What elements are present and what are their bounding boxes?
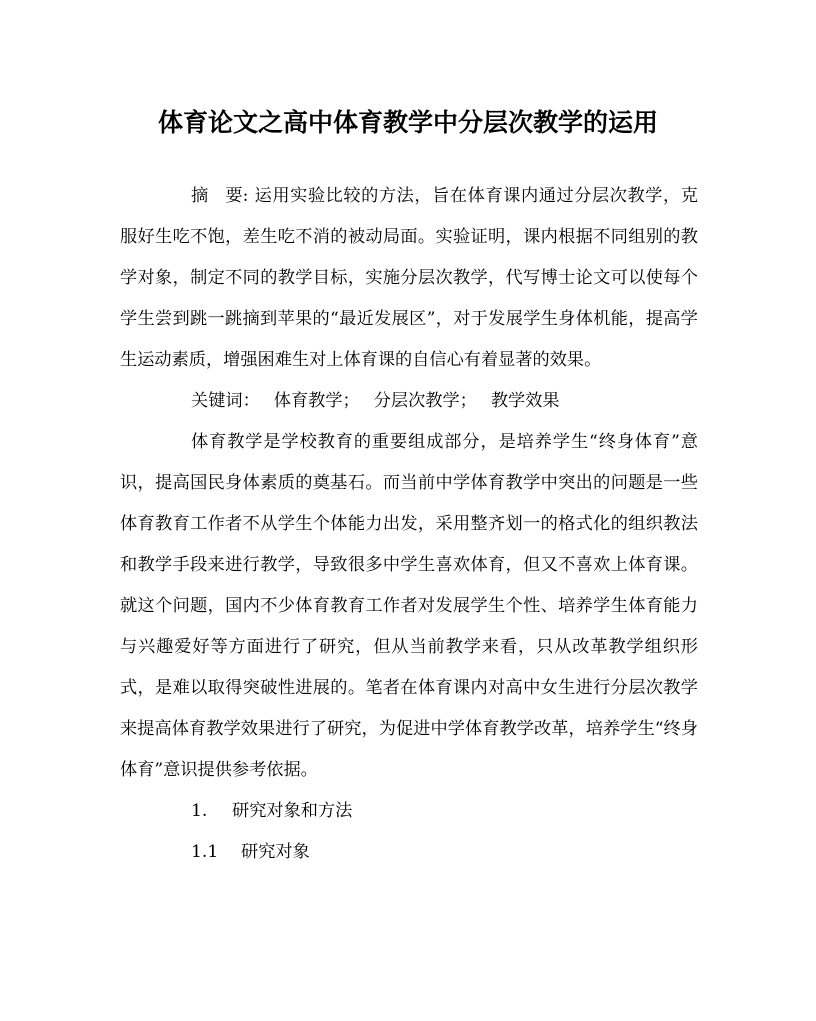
keywords-line	[120, 381, 698, 422]
abstract-label: 摘 要:	[191, 186, 249, 206]
subsection-title: 研究对象	[241, 842, 310, 862]
section-title: 研究对象和方法	[232, 801, 353, 821]
keyword-item: 教学效果	[490, 391, 560, 411]
keywords-label: 关键词：	[191, 391, 260, 411]
keyword-item: 体育教学；	[273, 391, 360, 411]
document-title: 体育论文之高中体育教学中分层次教学的运用	[157, 108, 658, 137]
section-heading	[120, 791, 698, 832]
subsection-number: 1.1	[191, 842, 219, 862]
abstract-paragraph	[120, 176, 698, 381]
subsection-heading	[120, 832, 698, 873]
intro-paragraph: 体育教学是学校教育的重要组成部分，是培养学生“终身体育”意识，提高国民身体素质的奠基石。而当前中学体育教学中突出的问题是一些体育教育工作者不从学生个体能力出发，采用整齐划一的格式化的组织教法和教学手段来进行教学，导致很多中学生喜欢体育，但又不喜欢上体育课。就这个问题，国内不少体育教育工作者对发展学生个性、培养学生体育能力与兴趣爱好等方面进行了研究，但从当前教学来看，只从改革教学组织形式，是难以取得突破性进展的。笔者在体育课内对高中女生进行分层次教学来提高体育教学效果进行了研究，为促进中学体育教学改革，培养学生“终身体育”意识提供参考依据。	[120, 432, 698, 780]
section-number: 1.	[191, 801, 208, 821]
document-body	[120, 176, 698, 873]
abstract-text: 运用实验比较的方法，旨在体育课内通过分层次教学，克服好生吃不饱，差生吃不消的被动局面。实验证明，课内根据不同组别的教学对象，制定不同的教学目标，实施分层次教学，代写博士论文可以使每个学生尝到跳一跳摘到苹果的“最近发展区”，对于发展学生身体机能，提高学生运动素质，增强困难生对上体育课的自信心有着显著的效果。	[120, 186, 698, 370]
keyword-item: 分层次教学；	[373, 391, 477, 411]
